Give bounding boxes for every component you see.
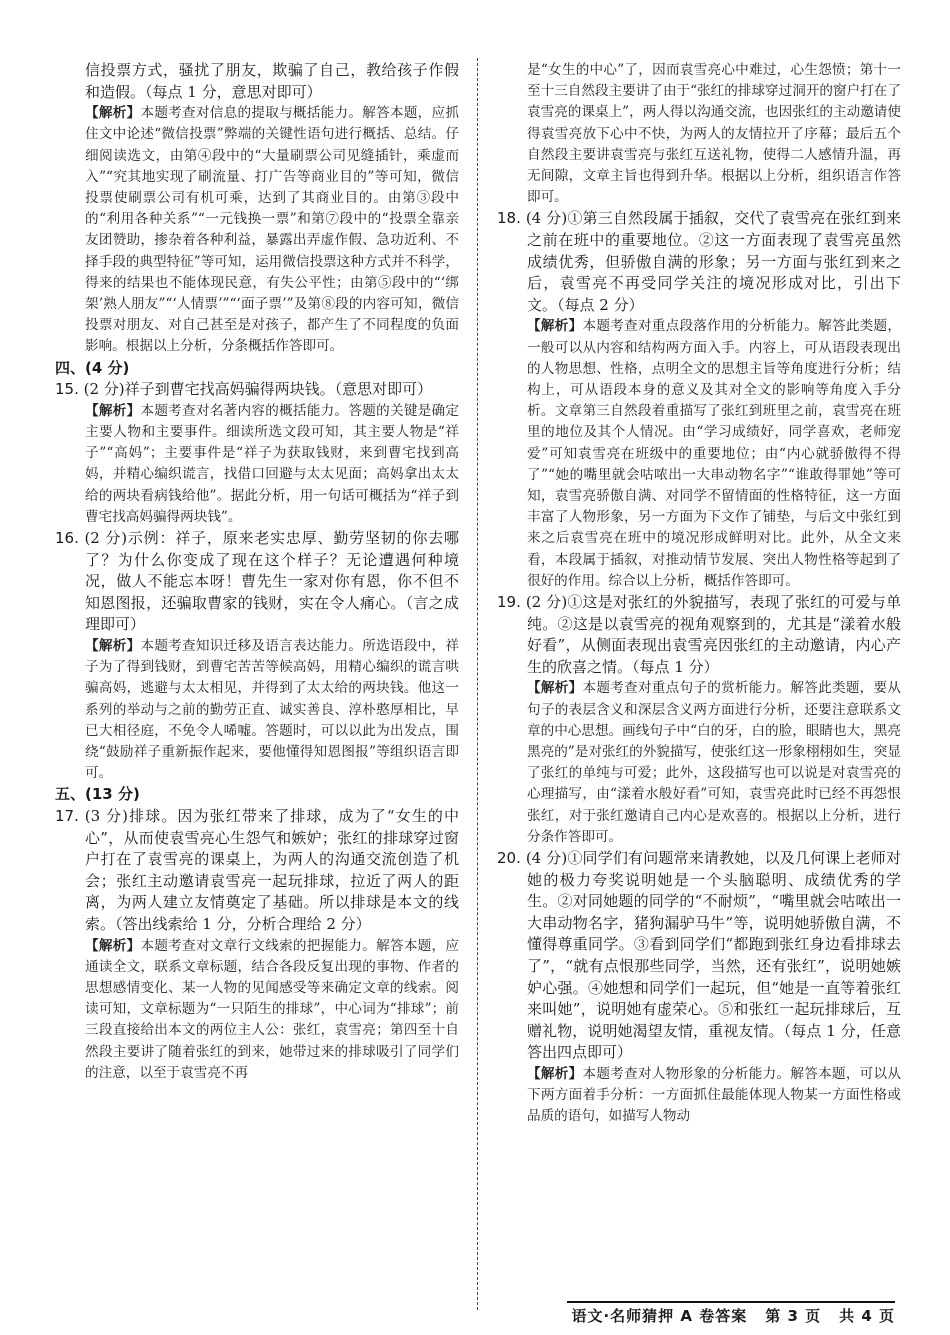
question-number: 17. [55,807,79,826]
q16-explanation [55,636,459,784]
q17-explanation [55,936,459,1084]
answer-text: (4 分)①第三自然段属于插叙，交代了袁雪亮在张红到来之前在班中的重要地位。②这一方面表现了袁雪亮虽然成绩优秀，但骄傲自满的形象；另一方面与张红到来之后，袁雪亮不再受同学关注的境况形成对比，引出下文。（每点 2 分） [525,209,901,314]
q14-explanation [55,103,459,357]
q16-answer [55,528,459,636]
q20-explanation [497,1064,901,1128]
explanation-tag: 【解析】 [527,1065,583,1082]
answer-text: (2 分)祥子到曹宅找高妈骗得两块钱。（意思对即可） [83,380,433,399]
explanation-tag: 【解析】 [85,937,141,954]
explanation-tag: 【解析】 [85,105,141,122]
q18-answer [497,208,901,316]
question-number: 20. [497,849,521,868]
question-number: 16. [55,529,79,548]
explanation-text: 本题考查对重点句子的赏析能力。解答此类题，要从句子的表层含义和深层含义两方面进行分析，还要注意联系文章的中心思想。画线句子中“白的牙，白的脸，眼睛也大，黑亮黑亮的”是对张红的外貌描写，使张红这一形象栩栩如生，突显了张红的单纯与可爱；此外，这段描写也可以说是对袁雪亮的心理描写，由“漾着水般好看”可知，袁雪亮此时已经不再怨恨张红，对于张红邀请自己内心是欢喜的。根据以上分析，进行分条作答即可。 [527,680,901,845]
question-number: 19. [497,593,521,612]
explanation-text: 本题考查对信息的提取与概括能力。解答本题，应抓住文中论述“微信投票”弊端的关键性语句进行概括、总结。仔细阅读选文，由第④段中的“大量刷票公司见缝插针，乘虚而入”“究其地实现了刷流量、打广告等商业目的”等可知，微信投票使刷票公司有机可乘，达到了其商业目的。由第③段中的“利用各种关系”“一元钱换一票”和第⑦段中的“投票全靠亲友团赞助，掺杂着各种利益，暴露出弄虚作假、急功近利、不择手段的典型特征”等可知，运用微信投票这种方式并不科学，得来的结果也不能体现民意，有失公平性；由第⑤段中的“‘绑架’熟人朋友”“‘人情票’”“‘面子票’”及第⑧段的内容可知，微信投票对朋友、对自己甚至是对孩子，都产生了不同程度的负面影响。根据以上分析，分条概括作答即可。 [85,105,459,355]
explanation-tag: 【解析】 [527,318,583,335]
q14-answer-tail: 信投票方式，骚扰了朋友，欺骗了自己，教给孩子作假和造假。（每点 1 分，意思对即可） [85,61,459,101]
answer-text: (2 分)示例：祥子，原来老实忠厚、勤劳坚韧的你去哪了？为什么你变成了现在这个样子？无论遭遇何种境况，做人不能忘本呀！曹先生一家对你有恩，你不但不知恩图报，还骗取曹家的钱财，实在令人痛心。（言之成理即可） [84,529,459,634]
footer-total-pages: 共 4 页 [839,1307,895,1325]
q15-answer [55,379,459,401]
question-number: 18. [497,209,521,228]
q19-explanation [497,678,901,848]
explanation-tag: 【解析】 [85,638,141,654]
column-divider [477,58,478,1310]
q17-answer [55,806,459,936]
explanation-tag: 【解析】 [527,680,583,697]
answer-text: (2 分)①这是对张红的外貌描写，表现了张红的可爱与单纯。②这是以袁雪亮的视角观察到的，尤其是“漾着水般好看”，从侧面表现出袁雪亮因张红的主动邀请，内心产生的欣喜之情。（每点 1 分） [525,593,901,676]
footer-title: 语文·名师猜押 A 卷答案 [571,1307,748,1325]
explanation-text: 本题考查对人物形象的分析能力。解答本题，可以从下两方面着手分析：一方面抓住最能体现人物某一方面性格或品质的语句，如描写人物动 [527,1065,901,1125]
q20-answer [497,848,901,1064]
explanation-text: 本题考查知识迁移及语言表达能力。所选语段中，祥子为了得到钱财，到曹宅苦苦等候高妈，用精心编织的谎言哄骗高妈，逃避与太太相见，并得到了太太给的两块钱。他这一系列的举动与之前的勤劳正直、诚实善良、淳朴憨厚相比，早已大相径庭，不免令人唏嘘。答题时，可以以此为出发点，围绕“鼓励祥子重新振作起来，要他懂得知恩图报”等组织语言即可。 [85,638,459,782]
left-column [55,60,459,1310]
q18-explanation [497,316,901,592]
footer-page-number: 第 3 页 [765,1307,822,1325]
q17-explanation-continued: 是“女生的中心”了，因而袁雪亮心中难过，心生怨愤；第十一至十三自然段主要讲了由于“张红的排球穿过洞开的窗户打在了袁雪亮的课桌上”，两人得以沟通交流，也因张红的主动邀请使得袁雪亮放下心中不快，为两人的友情拉开了序幕；最后五个自然段主要讲袁雪亮与张红互送礼物，使得二人感情升温，再无间隙，文章主旨也得到升华。根据以上分析，组织语言作答即可。 [527,62,901,206]
explanation-text: 本题考查对文章行文线索的把握能力。解答本题，应通读全文，联系文章标题，结合各段反复出现的事物、作者的思想感情变化、某一人物的见闻感受等来确定文章的线索。阅读可知，文章标题为“一只陌生的排球”，中心词为“排球”；前三段直接给出本文的两位主人公：张红，袁雪亮；第四至十自然段主要讲了随着张红的到来，她带过来的排球吸引了同学们的注意，以至于袁雪亮不再 [85,937,459,1081]
answer-text: (4 分)①同学们有问题常来请教她，以及几何课上老师对她的极力夸奖说明她是一个头脑聪明、成绩优秀的学生。②对同她题的同学的“不耐烦”，“嘴里就会咕哝出一大串动物名字，猪狗漏驴马牛”等，说明她骄傲自满，不懂得尊重同学。③看到同学们“都跑到张红身边看排球去了”，“就有点恨那些同学，当然，还有张红”，说明她嫉妒心强。④她想和同学们一起玩，但“她是一直等着张红来叫她”，说明她有虚荣心。⑤和张红一起玩排球后，互赠礼物，说明她渴望友情，重视友情。（每点 1 分，任意答出四点即可） [525,849,901,1062]
question-number: 15. [55,380,79,399]
section-4-heading: 四、(4 分) [55,358,130,377]
section-5-heading: 五、(13 分) [55,785,140,804]
q19-answer [497,592,901,678]
explanation-tag: 【解析】 [85,402,141,419]
explanation-text: 本题考查对重点段落作用的分析能力。解答此类题，一般可以从内容和结构两方面入手。内容上，可从语段表现出的人物思想、性格，点明全文的思想主旨等角度进行分析；结构上，可从语段本身的意义及其对全文的影响等角度入手分析。文章第三自然段着重描写了张红到班里之前，袁雪亮在班里的地位及其个人情况。由“学习成绩好，同学喜欢，老师宠爱”可知袁雪亮在班级中的重要地位；由“内心就骄傲得不得了”“她的嘴里就会咕哝出一大串动物名字”“谁敢得罪她”等可知，袁雪亮骄傲自满、对同学不留情面的性格特征，这一方面丰富了人物形象，另一方面为下文作了铺垫，与后文中张红到来之后袁雪亮在班中的境况形成鲜明对比。此外，从全文来看，本段属于插叙，对推动情节发展、突出人物性格等起到了很好的作用。综合以上分析，概括作答即可。 [527,318,901,589]
answer-text: (3 分)排球。因为张红带来了排球，成为了“女生的中心”，从而使袁雪亮心生怨气和嫉妒；张红的排球穿过窗户打在了袁雪亮的课桌上，为两人的沟通交流创造了机会；张红主动邀请袁雪亮一起玩排球，拉近了两人的距离，为两人建立友情奠定了基础。所以排球是本文的线索。（答出线索给 1 分，分析合理给 2 分） [84,807,459,933]
q15-explanation [55,401,459,528]
page-footer [567,1301,895,1329]
right-column [497,60,901,1310]
explanation-text: 本题考查对名著内容的概括能力。答题的关键是确定主要人物和主要事件。细读所选文段可知，其主要人物是“祥子”“高妈”；主要事件是“祥子为获取钱财，来到曹宅找到高妈，并精心编织谎言，找借口回避与太太见面；高妈拿出太太给的两块看病钱给他”。据此分析，用一句话可概括为“祥子到曹宅找高妈骗得两块钱”。 [85,402,459,525]
